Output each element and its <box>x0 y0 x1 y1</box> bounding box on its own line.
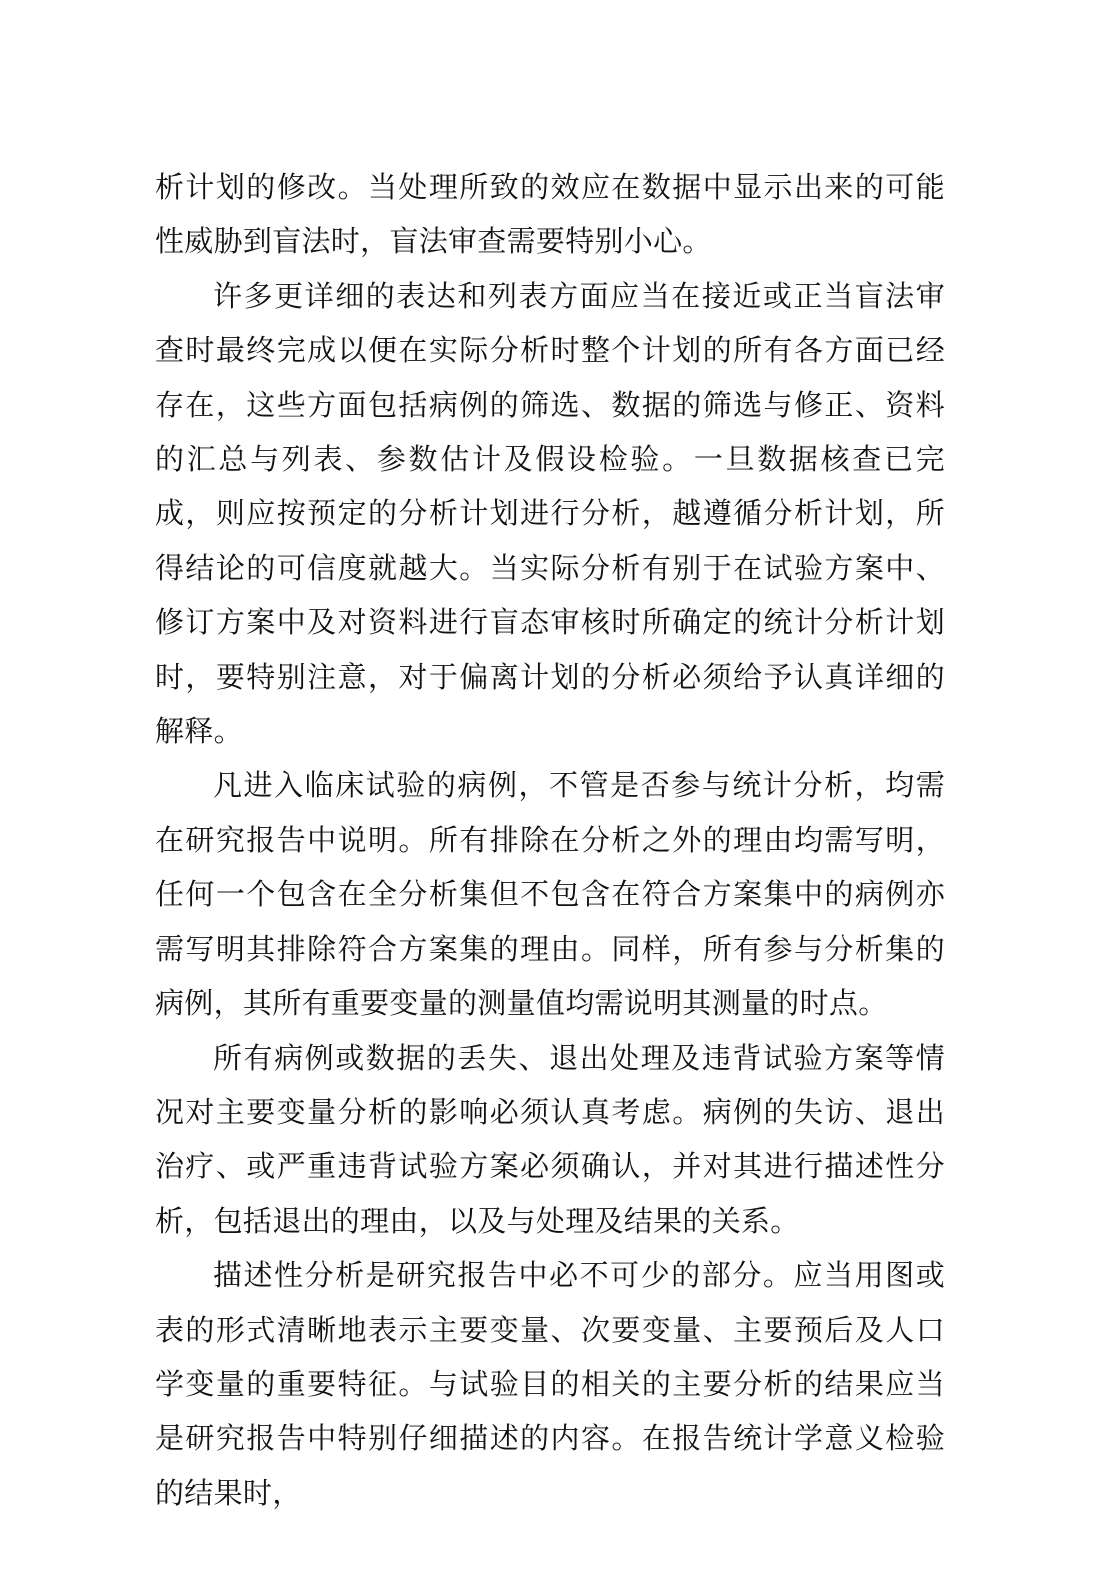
paragraph-analysis-plan: 许多更详细的表达和列表方面应当在接近或正当盲法审查时最终完成以便在实际分析时整个计划的所有各方面已经存在，这些方面包括病例的筛选、数据的筛选与修正、资料的汇总与列表、参数估计及假设检验。一旦数据核查已完成，则应按预定的分析计划进行分析，越遵循分析计划，所得结论的可信度就越大。当实际分析有别于在试验方案中、修订方案中及对资料进行盲态审核时所确定的统计分析计划时，要特别注意，对于偏离计划的分析必须给予认真详细的解释。 <box>155 278 945 749</box>
paragraph-continuation: 析计划的修改。当处理所致的效应在数据中显示出来的可能性威胁到盲法时，盲法审查需要特别小心。 <box>155 170 945 259</box>
paragraph-dropout-handling: 所有病例或数据的丢失、退出处理及违背试验方案等情况对主要变量分析的影响必须认真考虑。病例的失访、退出治疗、或严重违背试验方案必须确认，并对其进行描述性分析，包括退出的理由，以及与处理及结果的关系。 <box>155 1040 945 1238</box>
paragraph-case-reporting: 凡进入临床试验的病例，不管是否参与统计分析，均需在研究报告中说明。所有排除在分析之外的理由均需写明，任何一个包含在全分析集但不包含在符合方案集中的病例亦需写明其排除符合方案集的理由。同样，所有参与分析集的病例，其所有重要变量的测量值均需说明其测量的时点。 <box>155 768 945 1021</box>
body-text <box>155 160 945 1520</box>
paragraph-descriptive-analysis: 描述性分析是研究报告中必不可少的部分。应当用图或表的形式清晰地表示主要变量、次要变量、主要预后及人口学变量的重要特征。与试验目的相关的主要分析的结果应当是研究报告中特别仔细描述的内容。在报告统计学意义检验的结果时， <box>155 1258 945 1510</box>
